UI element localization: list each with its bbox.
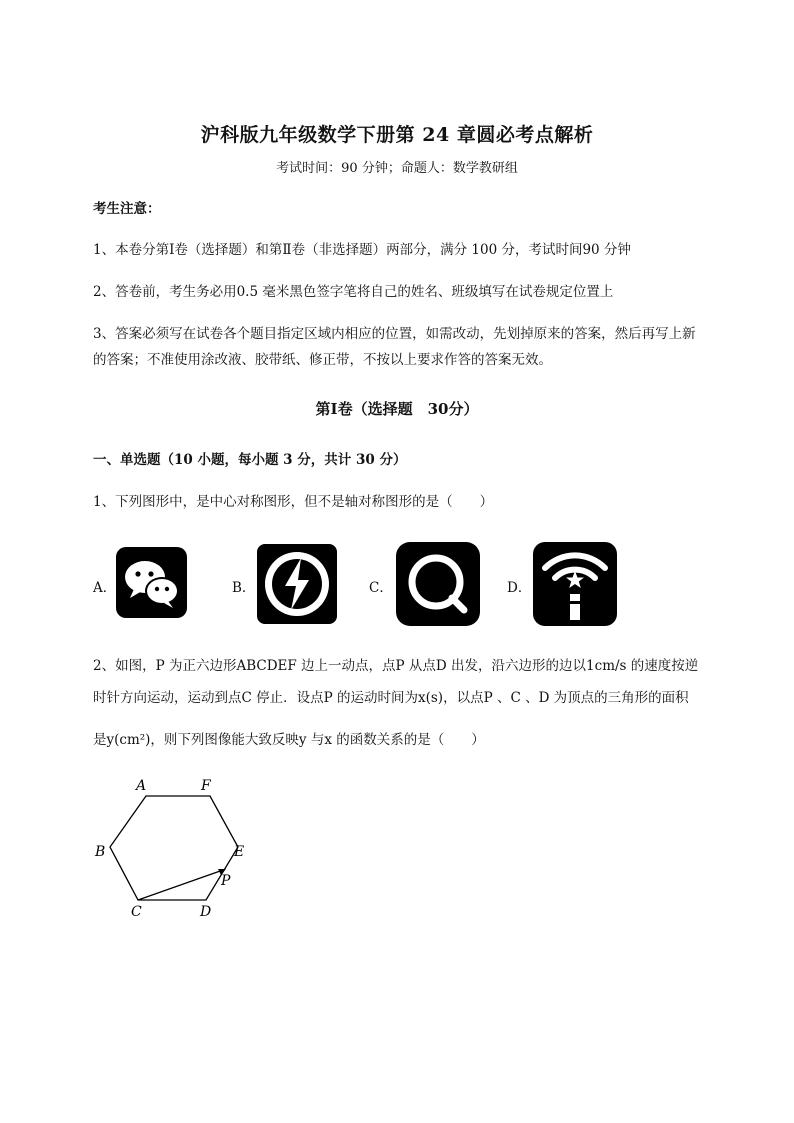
part-one-title: 第Ⅰ卷（选择题 30分）	[315, 400, 479, 418]
page-title: 沪科版九年级数学下册第 24 章圆必考点解析	[200, 124, 594, 146]
question-2-line-2: 时针方向运动，运动到点C 停止．设点P 的运动时间为x(s)，以点P 、C 、D 为顶点的三角形的面积	[93, 690, 689, 706]
search-q-icon	[396, 542, 480, 626]
notice-item-1: 1、本卷分第Ⅰ卷（选择题）和第Ⅱ卷（非选择题）两部分，满分 100 分，考试时间90 分钟	[93, 242, 631, 258]
option-a-label: A．	[93, 580, 117, 596]
vertex-d-label: D	[200, 904, 212, 920]
option-b-label: B．	[232, 580, 256, 596]
vertex-b-label: B	[95, 844, 106, 860]
hexagon-figure	[90, 772, 260, 922]
question-2-line-1: 2、如图，P 为正六边形ABCDEF 边上一动点，点P 从点D 出发，沿六边形的边以1cm/s 的速度按逆	[93, 658, 699, 674]
notice-item-3: 3、答案必须写在试卷各个题目指定区域内相应的位置，如需改动，先划掉原来的答案，然后再写上新	[93, 326, 696, 342]
question-1-text: 1、下列图形中，是中心对称图形，但不是轴对称图形的是（ ）	[93, 494, 494, 510]
vertex-a-label: A	[136, 778, 147, 794]
section-heading: 一、单选题（10 小题，每小题 3 分，共计 30 分）	[93, 452, 407, 468]
point-p-label: P	[221, 873, 231, 889]
option-c-label: C．	[369, 580, 393, 596]
notice-heading: 考生注意：	[93, 201, 161, 217]
vertex-c-label: C	[131, 904, 142, 920]
exam-info: 考试时间：90 分钟；命题人：数学教研组	[276, 161, 518, 176]
vertex-e-label: E	[234, 844, 245, 860]
wifi-star-icon	[533, 542, 617, 626]
notice-item-3-cont: 的答案；不准使用涂改液、胶带纸、修正带，不按以上要求作答的答案无效。	[93, 352, 552, 368]
question-2-line-3: 是y(cm²)，则下列图像能大致反映y 与x 的函数关系的是（ ）	[93, 732, 485, 748]
notice-item-2: 2、答卷前，考生务必用0.5 毫米黑色签字笔将自己的姓名、班级填写在试卷规定位置上	[93, 284, 614, 300]
wechat-icon	[116, 547, 187, 618]
option-d-label: D．	[507, 580, 532, 596]
lightning-icon	[257, 544, 337, 624]
vertex-f-label: F	[201, 778, 211, 794]
